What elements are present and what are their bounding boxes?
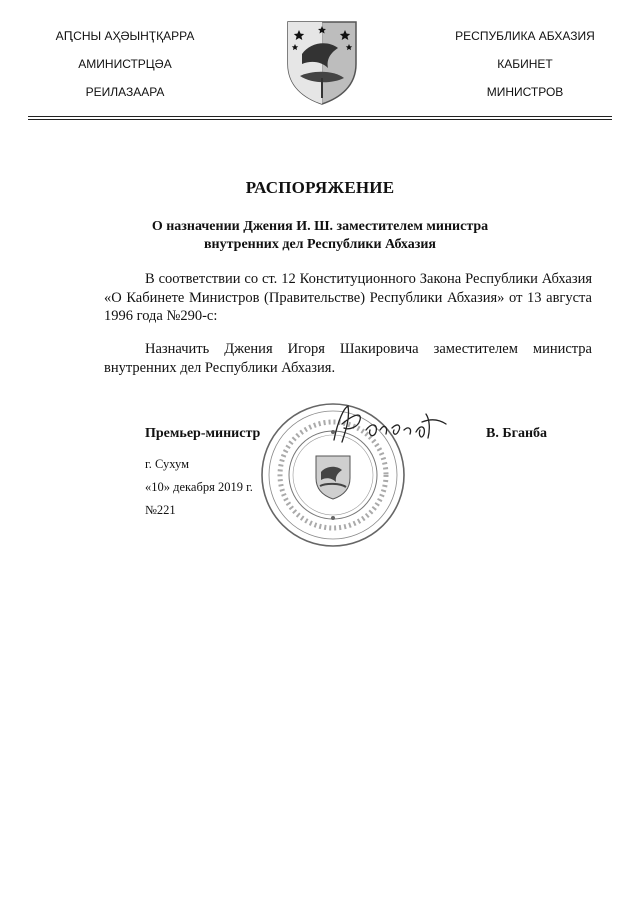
header-left-block	[40, 28, 210, 112]
coat-of-arms-emblem	[282, 18, 362, 106]
header-left-line-1: АԤСНЫ АҲӘЫНҬҚАРРА	[55, 29, 195, 43]
document-title: РАСПОРЯЖЕНИЕ	[245, 178, 395, 197]
header-left-line-2: АМИНИСТРЦӘА	[78, 57, 172, 71]
document-date: «10» декабря 2019 г.	[145, 480, 253, 494]
header-divider-bottom	[28, 119, 612, 120]
document-place: г. Сухум	[145, 457, 190, 471]
header-right-line-2: КАБИНЕТ	[497, 57, 553, 71]
document-number: №221	[145, 503, 176, 517]
order-paragraph: Назначить Джения Игоря Шакировича заместителем министра внутренних дел Республики Абхазия.	[104, 341, 592, 376]
handwritten-signature	[326, 400, 456, 450]
subject-line-1: О назначении Джения И. Ш. заместителем министра	[151, 219, 489, 234]
document-subject	[120, 218, 520, 254]
signatory-name: В. Бганба	[486, 426, 548, 441]
header-right-line-1: РЕСПУБЛИКА АБХАЗИЯ	[455, 29, 595, 43]
header-right-line-3: МИНИСТРОВ	[486, 85, 564, 99]
subject-line-2: внутренних дел Республики Абхазия	[203, 237, 437, 252]
header-divider-top	[28, 116, 612, 117]
header-left-line-3: РЕИЛАЗААРА	[85, 85, 165, 99]
header-right-block	[440, 28, 610, 112]
signatory-position: Премьер-министр	[145, 426, 261, 441]
preamble-paragraph: В соответствии со ст. 12 Конституционного Закона Республики Абхазия «О Кабинете Министров (Правительстве) Республики Абхазия» от 13 августа 1996 года №290-с:	[104, 271, 592, 324]
